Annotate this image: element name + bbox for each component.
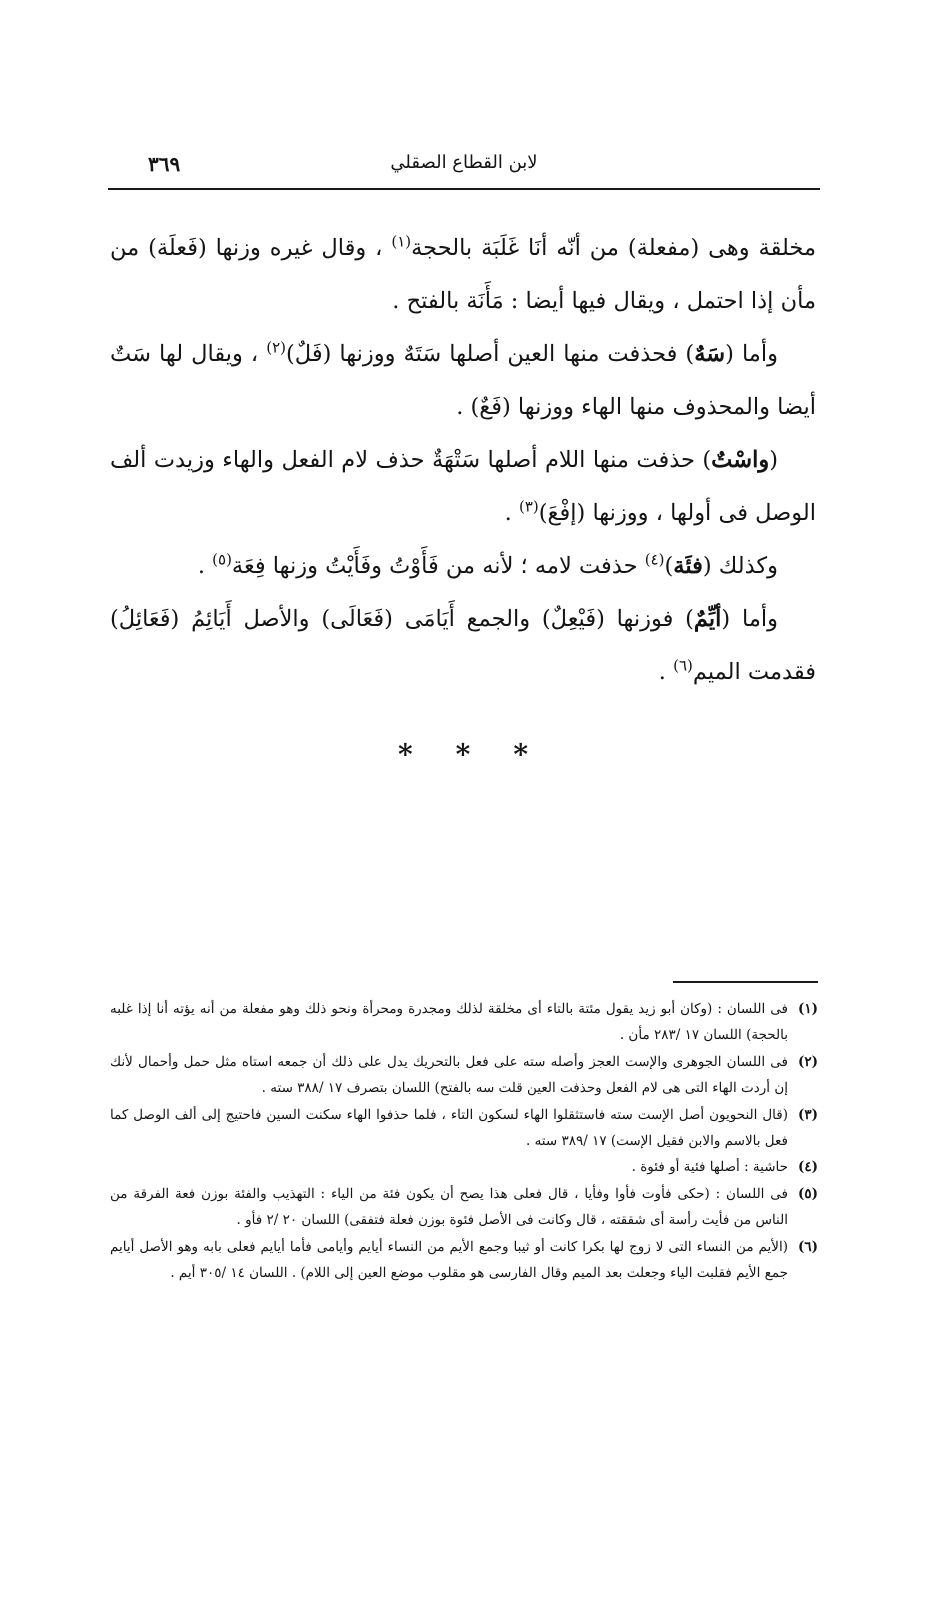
footnotes (110, 996, 818, 1286)
footnote-number: (٥) (797, 1185, 818, 1202)
footnote-text: (الأيم من النساء التى لا زوج لها بكرا كانت أو ثيبا وجمع الأيم من النساء أيايم وأيامى فأما أيايم فعلى بابه وهو الأصل أيايم جمع الأيم فقلبت الياء وجعلت بعد الميم وقال الفارسى هو مقلوب موضع العين إلى اللام) . اللسان ١٤ /٣٠٥ أيم . (110, 1238, 788, 1282)
running-title: لابن القطاع الصقلي (390, 152, 538, 173)
separator-star: * (398, 738, 413, 771)
paragraph-4 (110, 540, 816, 593)
running-header (108, 148, 820, 188)
footnote-number: (٦) (797, 1238, 818, 1255)
footnote-ref-1[interactable]: (١) (391, 232, 412, 251)
footnote-6 (110, 1234, 818, 1287)
footnote-text: (قال النحويون أصل الإست سته فاستثقلوا الهاء لسكون التاء ، فلما حذفوا الهاء سكنت السين فاحتيج إلى ألف الوصل كما فعل بالاسم والابن فقيل الإست) ١٧ /٣٨٩ سته . (110, 1106, 788, 1150)
footnote-rule (673, 981, 818, 983)
header-rule (108, 188, 820, 190)
page-number: ٣٦٩ (148, 152, 181, 176)
footnote-2 (110, 1049, 818, 1102)
paragraph-5-text-a: وأما ( (721, 606, 778, 632)
paragraph-4-text-b: ) (664, 553, 674, 579)
paragraph-4-text-a: وكذلك ( (702, 553, 778, 579)
paragraph-1-text-b: ، وقال غيره وزنها (فَعلَة) من مأن إذا احتمل ، ويقال فيها أيضا : مَأَنَة بالفتح . (110, 235, 816, 314)
main-text (110, 222, 816, 699)
separator-star: * (513, 738, 528, 771)
separator-star: * (455, 738, 471, 771)
footnote-1 (110, 996, 818, 1049)
paragraph-5-text-b: ) فوزنها (فَيْعِلٌ) والجمع أَيَامَى (فَعَالَى) والأصل أَيَائِمُ (فَعَائِلُ) فقدمت الميم (110, 606, 816, 685)
footnote-number: (١) (797, 1001, 818, 1017)
paragraph-4-text-c: حذفت لامه ؛ لأنه من فَأَوْتُ وفَأَيْتُ وزنها فِعَة (231, 553, 645, 579)
footnote-ref-6[interactable]: (٦) (673, 656, 693, 675)
paragraph-1 (110, 222, 816, 328)
paragraph-4-text-d: . (197, 553, 213, 579)
headword-fiah: فئَة (673, 553, 703, 579)
footnote-ref-4[interactable]: (٤) (644, 550, 665, 569)
paragraph-3 (110, 434, 816, 540)
footnote-ref-2[interactable]: (٢) (266, 338, 286, 357)
footnote-number: (٣) (797, 1106, 818, 1123)
footnote-ref-3[interactable]: (٣) (518, 497, 539, 516)
footnote-text: حاشية : أصلها فئية أو فئوة . (631, 1159, 788, 1176)
paragraph-5-text-c: . (658, 659, 674, 685)
headword-ayyim: أيِّمٌ (693, 606, 722, 632)
section-separator (398, 738, 528, 771)
paragraph-1-text-a: مخلقة وهى (مفعلة) من أنّه أنَا غَلَبَة بالحجة (411, 235, 816, 261)
footnote-number: (٤) (797, 1159, 818, 1176)
paragraph-3-text-a: ( (769, 447, 778, 473)
headword-sah: سَهٌ (694, 341, 726, 367)
footnote-5 (110, 1181, 818, 1234)
footnote-3 (110, 1102, 818, 1155)
paragraph-3-text-b: ) حذفت منها اللام أصلها سَتْهَةٌ حذف لام الفعل والهاء وزيدت ألف الوصل فى أولها ، ووزنها (إفْعَ) (110, 447, 816, 526)
paragraph-2-text-a: وأما ( (725, 341, 778, 367)
footnote-number: (٢) (797, 1053, 818, 1070)
paragraph-3-text-c: . (504, 500, 519, 526)
footnote-4 (110, 1154, 818, 1180)
footnote-ref-5[interactable]: (٥) (212, 550, 232, 569)
paragraph-2-text-b: ) فحذفت منها العين أصلها سَتَهٌ ووزنها (فَلٌ) (286, 341, 695, 367)
footnote-text: فى اللسان : (وكان أبو زيد يقول مئتة بالتاء أى مخلقة لذلك ومجدرة ومحرأة ونحو ذلك وهو مفعلة من أنه يؤته أنا إذا غلبه بالحجة) اللسان ١٧ /٢٨٣ مأن . (110, 1001, 788, 1044)
paragraph-2 (110, 328, 816, 434)
headword-ist: واسْتٌ (711, 447, 770, 473)
footnote-text: فى اللسان الجوهرى والإست العجز وأصله سته على فعل بالتحريك يدل على ذلك أن جمعه استاه مثل حمل وأحمال لأنك إن أردت الهاء التى هى لام الفعل وحذفت العين قلت سه بالفتح) اللسان بتصرف ١٧ /٣٨٨ سته . (110, 1053, 788, 1097)
footnote-text: فى اللسان : (حكى فأوت فأوا وفأيا ، قال فعلى هذا يصح أن يكون فئة من الياء : التهذيب والفئة بوزن فعة الفرقة من الناس من فأيت رأسة أى شققته ، قال وكانت فى الأصل فئوة بوزن فعلة فتفقى) اللسان ٢٠ /٢ فأو . (110, 1185, 788, 1229)
paragraph-5 (110, 593, 816, 699)
paragraph-2-text-c: ، ويقال لها سَتٌ أيضا والمحذوف منها الهاء ووزنها (فَعٌ) . (110, 341, 816, 420)
